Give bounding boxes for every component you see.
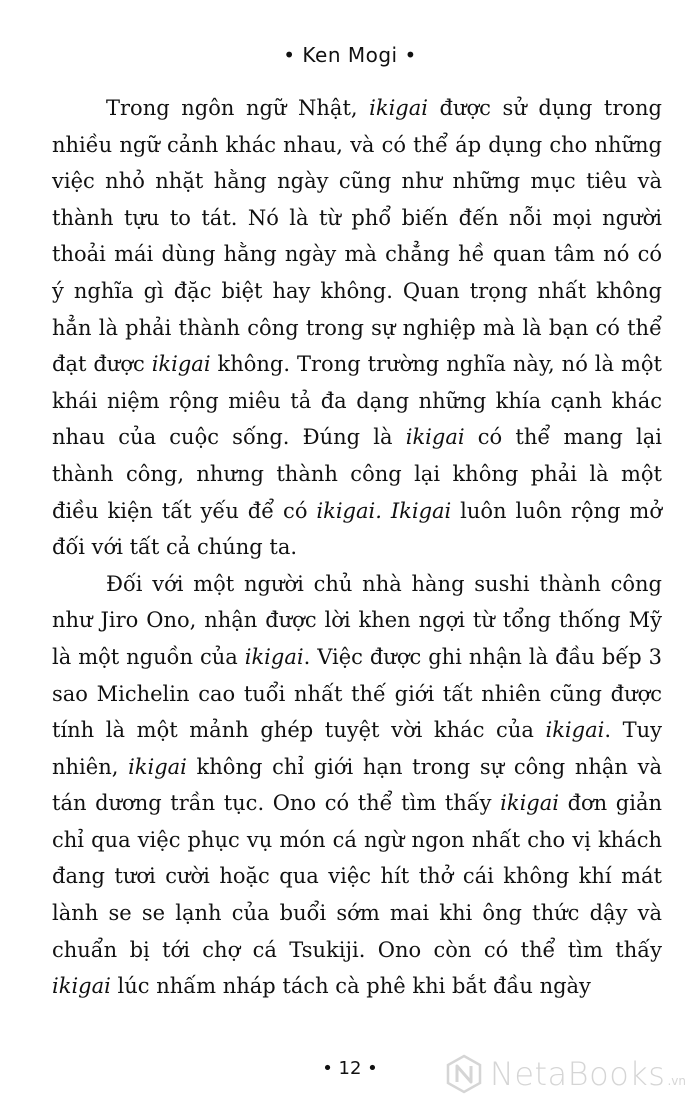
text-span: không chỉ giới hạn trong sự công nhận và tán dương trần tục. Ono có thể tìm thấy xyxy=(52,754,662,816)
text-span: luôn luôn rộng mở đối với tất cả chúng ta. xyxy=(52,498,662,560)
italic-term: ikigai xyxy=(52,974,111,999)
italic-term: ikigai. Ikigai xyxy=(316,498,452,523)
text-span: lúc nhấm nháp tách cà phê khi bắt đầu ngày xyxy=(110,974,591,999)
text-span: được sử dụng trong nhiều ngữ cảnh khác nhau, và có thể áp dụng cho những việc nhỏ nhặt hằng ngày cũng như những mục tiêu và thành tựu to tát. Nó là từ phổ biến đến nỗi mọi người thoải mái dùng hằng ngày mà chẳng hề quan tâm nó có ý nghĩa gì đặc biệt hay không. Quan trọng nhất không hẳn là phải thành công trong sự nghiệp mà là bạn có thể đạt được xyxy=(52,96,662,377)
italic-term: ikigai xyxy=(500,791,559,816)
watermark xyxy=(444,1054,686,1094)
netabooks-logo-icon xyxy=(444,1054,484,1094)
text-span: đơn giản chỉ qua việc phục vụ món cá ngừ ngon nhất cho vị khách đang tươi cười hoặc qua việc hít thở cái không khí mát lành se se lạnh của buổi sớm mai khi ông thức dậy và chuẩn bị tới chợ cá Tsukiji. Ono còn có thể tìm thấy xyxy=(52,791,662,962)
italic-term: ikigai xyxy=(128,754,187,779)
text-span: . Việc được ghi nhận là đầu bếp 3 sao Michelin cao tuổi nhất thế giới tất nhiên cũng được tính là một mảnh ghép tuyệt vời khác của xyxy=(52,644,662,743)
italic-term: ikigai xyxy=(369,96,428,120)
running-header: • Ken Mogi • xyxy=(283,43,417,67)
watermark-suffix: .vn xyxy=(667,1074,686,1088)
page-number: • 12 • xyxy=(322,1058,378,1079)
text-span: không. Trong trường nghĩa này, nó là một khái niệm rộng miêu tả đa dạng những khía cạnh khác nhau của cuộc sống. Đúng là xyxy=(52,352,662,450)
watermark-brand: NetaBooks xyxy=(489,1055,666,1093)
italic-term: ikigai xyxy=(545,718,605,743)
italic-term: ikigai xyxy=(151,352,211,377)
paragraph-1 xyxy=(52,90,662,566)
text-span: . Tuy nhiên, xyxy=(52,718,663,779)
text-span: có thể mang lại thành công, nhưng thành công lại không phải là một điều kiện tất yếu để có xyxy=(52,425,663,523)
body-text xyxy=(52,90,662,1005)
text-span: Trong ngôn ngữ Nhật, xyxy=(106,96,370,120)
italic-term: ikigai xyxy=(405,425,465,450)
paragraph-2 xyxy=(52,566,662,1005)
italic-term: ikigai xyxy=(244,644,304,669)
text-span: Đối với một người chủ nhà hàng sushi thành công như Jiro Ono, nhận được lời khen ngợi từ tổng thống Mỹ là một nguồn của xyxy=(52,571,662,669)
